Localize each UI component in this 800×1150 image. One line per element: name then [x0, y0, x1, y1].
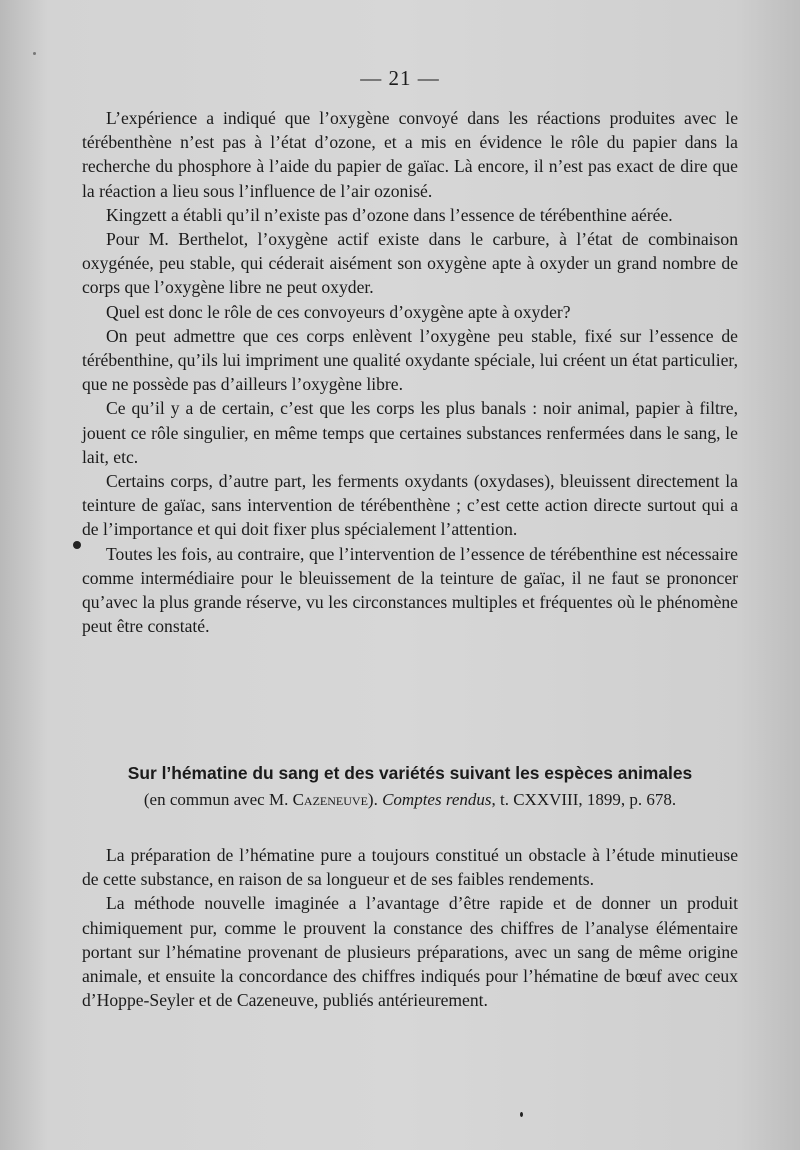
page-number: — 21 —: [360, 66, 440, 90]
citation-prefix: (en commun avec M.: [143, 790, 293, 809]
section-oxygen-carriers: [82, 106, 738, 638]
paragraph: La méthode nouvelle imaginée a l’avantage d’être rapide et de donner un produit chimiquement pur, comme le prouvent la constance des chiffres de l’analyse élémentaire portant sur l’hématine provenant de plusieurs préparations, avec un sang de même origine animale, et ensuite la concordance des chiffres indiqués pour l’hématine de bœuf avec ceux d’Hoppe-Seyler et de Cazeneuve, publiés antérieurement.: [82, 893, 738, 1011]
paragraph: La préparation de l’hématine pure a toujours constitué un obstacle à l’étude minutieuse de cette substance, en raison de sa longueur et de ses faibles rendements.: [82, 845, 738, 890]
ink-speck: [520, 1112, 523, 1117]
paragraph: Certains corps, d’autre part, les ferments oxydants (oxydases), bleuissent directement la teinture de gaïac, sans intervention de térébenthène ; c’est cette action directe surtout qui a de l’importance et qui doit fixer plus spécialement l’attention.: [82, 471, 738, 540]
ink-speck: [73, 541, 81, 549]
paragraph: Kingzett a établi qu’il n’existe pas d’ozone dans l’essence de térébenthine aérée.: [106, 204, 673, 225]
citation-mid: ).: [367, 790, 383, 809]
citation: [82, 790, 738, 810]
section-hematine: [82, 843, 738, 1012]
paragraph: L’expérience a indiqué que l’oxygène convoyé dans les réactions produites avec le térébenthène n’est pas à l’état d’ozone, et a mis en évidence le rôle du papier dans la recherche du phosphore à l’aide du papier de gaïac. Là encore, il n’est pas exact de dire que la réaction a lieu sous l’influence de l’air ozonisé.: [82, 108, 738, 201]
citation-journal: Comptes rendus: [382, 790, 492, 809]
ink-speck: [33, 52, 36, 55]
paragraph: Pour M. Berthelot, l’oxygène actif existe dans le carbure, à l’état de combinaison oxygénée, peu stable, qui céderait aisément son oxygène apte à oxyder un grand nombre de corps que l’oxygène libre ne peut oxyder.: [82, 229, 738, 298]
paragraph: Quel est donc le rôle de ces convoyeurs d’oxygène apte à oxyder?: [106, 301, 571, 322]
citation-author: Cazeneuve: [292, 790, 368, 809]
section-heading: Sur l’hématine du sang et des variétés suivant les espèces animales: [127, 763, 693, 783]
paragraph: Toutes les fois, au contraire, que l’intervention de l’essence de térébenthine est nécessaire comme intermédiaire pour le bleuissement de la teinture de gaïac, il ne faut se prononcer qu’avec la plus grande réserve, vu les circonstances multiples et fréquentes où le phénomène peut être constaté.: [82, 543, 738, 637]
paragraph: On peut admettre que ces corps enlèvent l’oxygène peu stable, fixé sur l’essence de térébenthine, qu’ils lui impriment une qualité oxydante spéciale, lui créent un état particulier, que ne possède pas d’ailleurs l’oxygène libre.: [82, 325, 738, 395]
citation-suffix: , t. CXXVIII, 1899, p. 678.: [491, 790, 677, 809]
paragraph: Ce qu’il y a de certain, c’est que les corps les plus banals : noir animal, papier à filtre, jouent ce rôle singulier, en même temps que certaines substances renfermées dans le sang, le lait, etc.: [82, 398, 738, 467]
